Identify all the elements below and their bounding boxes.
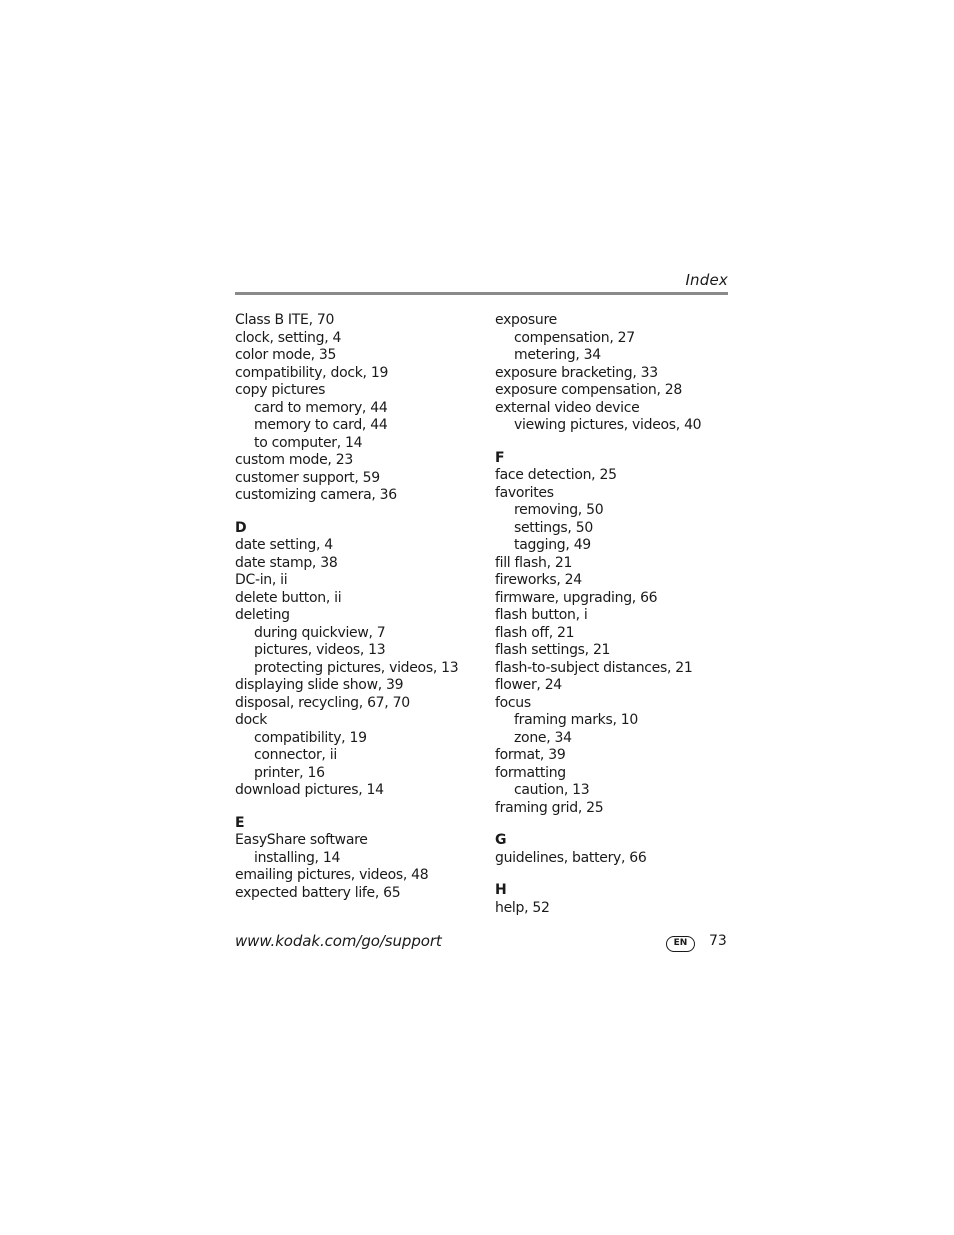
index-entry: external video device: [495, 399, 640, 416]
index-entry: date stamp, 38: [235, 554, 338, 571]
section-spacer: [235, 800, 485, 815]
index-entry: guidelines, battery, 66: [495, 849, 647, 866]
index-entry: flash-to-subject distances, 21: [495, 659, 693, 676]
index-subentry: removing, 50: [514, 502, 604, 518]
index-entry: face detection, 25: [495, 467, 617, 483]
index-subentry: settings, 50: [514, 519, 593, 536]
index-entry: date setting, 4: [235, 537, 333, 553]
language-badge: EN: [666, 936, 695, 952]
index-subentry: framing marks, 10: [514, 712, 638, 728]
index-section-letter: D: [235, 519, 247, 536]
index-subentry: viewing pictures, videos, 40: [514, 417, 702, 433]
index-entry: flash off, 21: [495, 624, 575, 641]
index-entry: download pictures, 14: [235, 782, 384, 798]
index-entry: deleting: [235, 607, 290, 623]
index-entry: emailing pictures, videos, 48: [235, 867, 429, 883]
index-entry: delete button, ii: [235, 589, 342, 606]
index-entry: format, 39: [495, 747, 566, 763]
index-entry: disposal, recycling, 67, 70: [235, 694, 410, 711]
index-entry: color mode, 35: [235, 347, 337, 363]
index-subentry: compatibility, 19: [254, 729, 367, 746]
index-entry: flash settings, 21: [495, 642, 611, 658]
index-entry: DC-in, ii: [235, 572, 288, 588]
index-entry: EasyShare software: [235, 832, 368, 848]
index-subentry: installing, 14: [254, 849, 341, 866]
index-entry: custom mode, 23: [235, 452, 353, 468]
index-subentry: zone, 34: [514, 729, 572, 746]
index-subentry: caution, 13: [514, 782, 590, 798]
index-subentry: printer, 16: [254, 764, 325, 781]
running-header-title: Index: [685, 271, 728, 289]
index-entry: exposure: [495, 312, 557, 328]
section-spacer: [495, 867, 735, 882]
index-entry: formatting: [495, 764, 566, 781]
index-entry: compatibility, dock, 19: [235, 364, 389, 381]
index-entry: copy pictures: [235, 382, 326, 398]
index-entry: customer support, 59: [235, 469, 380, 486]
index-subentry: during quickview, 7: [254, 624, 386, 641]
index-entry: exposure compensation, 28: [495, 382, 682, 398]
index-entry: flash button, i: [495, 607, 588, 623]
section-spacer: [235, 505, 485, 520]
page-number: 73: [709, 933, 727, 949]
index-column-right: [495, 312, 735, 917]
section-spacer: [495, 435, 735, 450]
index-entry: fireworks, 24: [495, 572, 582, 588]
index-entry: fill flash, 21: [495, 554, 573, 571]
index-entry: Class B ITE, 70: [235, 312, 335, 328]
index-subentry: memory to card, 44: [254, 417, 388, 433]
index-section-letter: G: [495, 832, 507, 848]
index-entry: help, 52: [495, 899, 550, 916]
index-entry: expected battery life, 65: [235, 884, 401, 901]
footer-url: www.kodak.com/go/support: [235, 932, 442, 950]
index-section-letter: F: [495, 449, 505, 466]
header-rule: [235, 292, 728, 295]
index-subentry: connector, ii: [254, 747, 337, 763]
index-subentry: card to memory, 44: [254, 399, 388, 416]
index-subentry: tagging, 49: [514, 537, 591, 553]
index-subentry: pictures, videos, 13: [254, 642, 386, 658]
index-entry: exposure bracketing, 33: [495, 364, 658, 381]
index-subentry: metering, 34: [514, 347, 601, 363]
index-entry: firmware, upgrading, 66: [495, 589, 658, 606]
index-entry: framing grid, 25: [495, 799, 604, 816]
section-spacer: [495, 817, 735, 832]
index-column-left: [235, 312, 485, 902]
index-entry: displaying slide show, 39: [235, 677, 404, 693]
index-section-letter: E: [235, 814, 245, 831]
index-subentry: protecting pictures, videos, 13: [254, 659, 459, 676]
index-entry: clock, setting, 4: [235, 329, 342, 346]
index-entry: customizing camera, 36: [235, 487, 397, 503]
index-subentry: compensation, 27: [514, 329, 635, 346]
index-entry: dock: [235, 712, 268, 728]
index-entry: focus: [495, 694, 531, 711]
index-entry: favorites: [495, 484, 554, 501]
index-entry: flower, 24: [495, 677, 562, 693]
index-section-letter: H: [495, 882, 507, 898]
index-subentry: to computer, 14: [254, 434, 363, 451]
